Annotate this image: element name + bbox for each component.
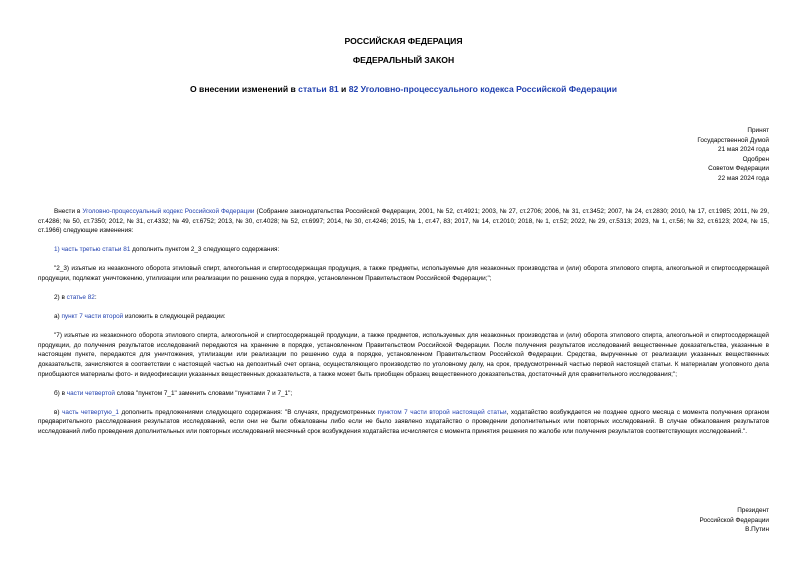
document-body (38, 207, 769, 437)
item-2a (38, 312, 769, 322)
item-2a-link[interactable]: пункт 7 части второй (61, 313, 124, 321)
adoption-line: Одобрен (742, 155, 769, 163)
adoption-line: Государственной Думой (697, 136, 769, 144)
adoption-line: Принят (747, 127, 769, 134)
item-2c-text: в) (54, 408, 63, 416)
item-2a-text: изложить в следующей редакции: (123, 313, 226, 321)
item-2a-quote: "7) изъятые из незаконного оборота этилового спирта, алкогольной и спиртосодержащей продукции, а также предметов, используемых для незаконных производства и (или) оборота этилового спирта, алкогольной и спиртосодержащей продукции, до получения результатов исследований передаются на хранение в порядке, установленном Правительством Российской Федерации. После получения результатов исследований вещественные доказательства, указанные в настоящем пункте, передаются для уничтожения, утилизации или реализации по решению суда в порядке, установленном Правительством Российской Федерации. Средства, вырученные от реализации указанных вещественных доказательств, зачисляются в соответствии с настоящей частью на депозитный счет органа, осуществляющего производство по уголовному делу, на срок, предусмотренный частью первой настоящей статьи. К материалам уголовного дела приобщаются материалы фото- и видеофиксации указанных вещественных доказательств, а также может быть приобщен образец вещественного доказательства, достаточный для сравнительного исследования;"; (38, 332, 769, 378)
signature-line: Президент (737, 507, 769, 514)
item-2b-text: б) в (54, 389, 67, 397)
item-2-text: : (94, 294, 97, 302)
signature-name: В.Путин (745, 526, 769, 533)
item-2c-link[interactable]: часть четвертую_1 (62, 408, 119, 416)
item-2a-text: а) (54, 313, 62, 321)
document-title (0, 85, 807, 95)
item-2c (38, 408, 769, 437)
adoption-line: Советом Федерации (708, 165, 769, 172)
item-2b-link[interactable]: части четвертой (66, 389, 115, 397)
item-2 (38, 293, 769, 303)
adoption-line: 21 мая 2024 года (718, 146, 769, 153)
document-law-type: ФЕДЕРАЛЬНЫЙ ЗАКОН (352, 55, 455, 65)
item-1-text: дополнить пунктом 2_3 следующего содержания: (130, 246, 280, 254)
title-mid: и (338, 84, 349, 94)
intro-text: Внести в (54, 208, 83, 215)
item-2b (38, 389, 769, 399)
item-2-link[interactable]: статье 82 (66, 294, 95, 302)
item-2c-text: дополнить предложениями следующего содержания: "В случаях, предусмотренных (118, 408, 378, 416)
intro-text: (Собрание законодательства Российской Федерации, 2001, № 52, ст.4921; 2003, № 27, ст.2706; 2006, № 31, ст.3452; 2007, № 24, ст.2830; 2010, № 17, ст.1985; 2011, № 29, ст.4286; № 50, ст.7350; 2012, № 31, ст.4332; № 49, ст.6752; 2013, № 30, ст.4028; № 52, ст.6997; 2014, № 30, ст.4246; 2015, № 1, ст.47, 83; 2017, № 14, ст.2010; 2018, № 1, ст.52; 2022, № 29, ст.5313; 2023, № 1, ст.56; № 32, ст.6123; 2024, № 15, ст.1966) следующие изменения: (38, 208, 770, 235)
adoption-block (697, 126, 769, 183)
item-2c-link-2[interactable]: пунктом 7 части второй настоящей статьи (377, 408, 507, 416)
item-1-quote: "2_3) изъятые из незаконного оборота этиловый спирт, алкогольная и спиртосодержащая продукция, а также предметы, используемые для незаконных производства и (или) оборота этилового спирта, алкогольной и спиртосодержащей продукции, подлежат уничтожению, утилизации или реализации по решению суда в порядке, установленном Правительством Российской Федерации;"; (38, 265, 769, 282)
title-prefix: О внесении изменений в (189, 84, 299, 94)
title-link-article-82[interactable]: 82 Уголовно-процессуального кодекса Российской Федерации (348, 84, 617, 94)
item-1 (38, 245, 769, 255)
item-2b-text: слова "пунктом 7_1" заменить словами "пунктами 7 и 7_1"; (114, 389, 293, 397)
item-2c-text: , ходатайство возбуждается не позднее одного месяца с момента получения органом предварительного расследования результатов исследований, если они не были обжалованы либо если не было заявлено ходатайство о проведении дополнительных или повторных исследований. В случае обжалования результатов исследований либо проведения дополнительных или повторных исследований месячный срок возбуждения ходатайства исчисляется с момента принятия решения по жалобе или получения результатов соответствующих исследований.". (38, 408, 769, 435)
adoption-line: 22 мая 2024 года (718, 174, 769, 182)
title-link-article-81[interactable]: статьи 81 (298, 84, 339, 94)
signature-block (700, 506, 770, 535)
item-1-link[interactable]: 1) часть третью статьи 81 (54, 246, 131, 254)
signature-line: Российской Федерации (699, 516, 769, 524)
document-header-country: РОССИЙСКАЯ ФЕДЕРАЦИЯ (344, 36, 463, 46)
item-2-text: 2) в (54, 294, 67, 302)
intro-paragraph (38, 207, 769, 236)
intro-code-link[interactable]: Уголовно-процессуальный кодекс Российской Федерации (82, 208, 255, 215)
